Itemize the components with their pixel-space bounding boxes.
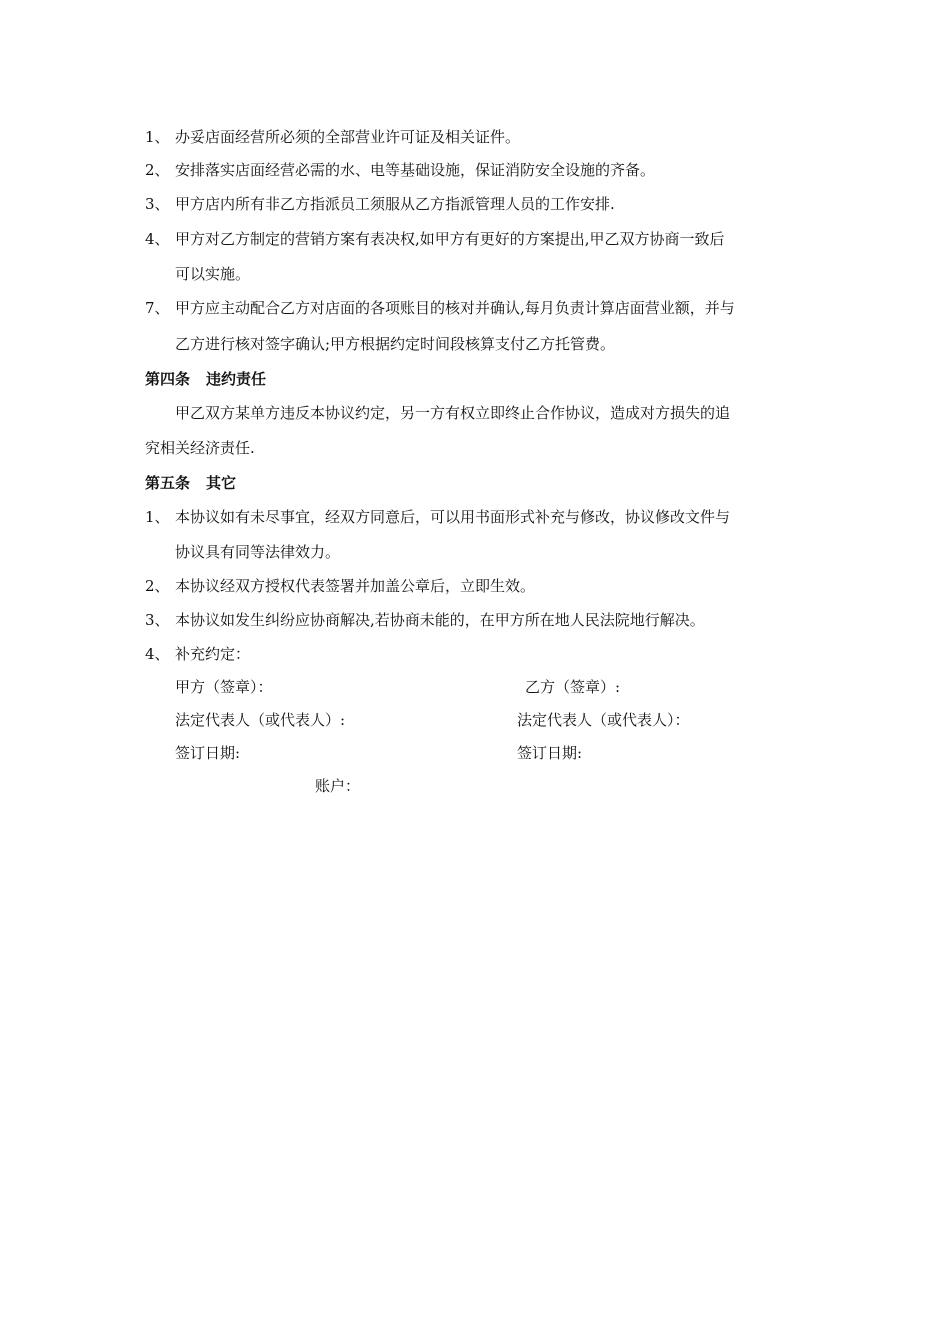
party-b-date-label: 签订日期: [517, 744, 583, 762]
item-number: 3、 [145, 611, 170, 629]
clause-number: 4、 [145, 230, 170, 248]
party-b-representative-label: 法定代表人（或代表人）： [517, 711, 690, 729]
article-title: 违约责任 [206, 370, 267, 388]
item-text: 补充约定： [175, 645, 251, 663]
article-4-body-line-1: 甲乙双方某单方违反本协议约定，另一方有权立即终止合作协议，造成对方损失的追 [175, 404, 731, 422]
item-number: 2、 [145, 577, 170, 595]
clause-4 [145, 229, 725, 249]
clause-7-continuation: 乙方进行核对签字确认;甲方根据约定时间段核算支付乙方托管费。 [175, 335, 616, 353]
item-text: 本协议经双方授权代表签署并加盖公章后，立即生效。 [175, 577, 536, 595]
article-4-body-line-2: 究相关经济责任. [145, 439, 255, 457]
article-5-item-3 [145, 610, 705, 630]
item-text: 本协议如有未尽事宜，经双方同意后，可以用书面形式补充与修改，协议修改文件与 [175, 508, 731, 526]
article-5-heading [145, 473, 236, 493]
party-a-representative-label: 法定代表人（或代表人）: [175, 711, 346, 729]
clause-text: 甲方对乙方制定的营销方案有表决权,如甲方有更好的方案提出,甲乙双方协商一致后 [175, 230, 725, 248]
account-label: 账户： [315, 777, 361, 795]
article-5-item-1-continuation: 协议具有同等法律效力。 [175, 543, 341, 561]
clause-number: 3、 [145, 195, 170, 213]
article-5-item-1 [145, 507, 730, 527]
article-number: 第五条 [145, 474, 191, 492]
clause-3 [145, 194, 615, 214]
clause-text: 甲方店内所有非乙方指派员工须服从乙方指派管理人员的工作安排. [175, 195, 615, 213]
clause-text: 办妥店面经营所必须的全部营业许可证及相关证件。 [175, 128, 521, 146]
article-title: 其它 [206, 474, 237, 492]
clause-number: 2、 [145, 161, 170, 179]
party-b-seal-label: 乙方（签章）: [525, 678, 621, 696]
clause-number: 1、 [145, 128, 170, 146]
article-5-item-2 [145, 576, 535, 596]
clause-4-continuation: 可以实施。 [175, 265, 251, 283]
clause-1 [145, 127, 520, 147]
clause-text: 甲方应主动配合乙方对店面的各项账目的核对并确认,每月负责计算店面营业额，并与 [175, 299, 735, 317]
clause-7 [145, 298, 735, 318]
party-a-seal-label: 甲方（签章）： [175, 678, 273, 696]
item-number: 1、 [145, 508, 170, 526]
article-5-item-4 [145, 644, 250, 664]
clause-number: 7、 [145, 299, 170, 317]
clause-2 [145, 160, 655, 180]
article-number: 第四条 [145, 370, 191, 388]
party-a-date-label: 签订日期: [175, 744, 241, 762]
item-text: 本协议如发生纠纷应协商解决,若协商未能的，在甲方所在地人民法院地行解决。 [175, 611, 705, 629]
clause-text: 安排落实店面经营必需的水、电等基础设施，保证消防安全设施的齐备。 [175, 161, 656, 179]
item-number: 4、 [145, 645, 170, 663]
article-4-heading [145, 369, 266, 389]
